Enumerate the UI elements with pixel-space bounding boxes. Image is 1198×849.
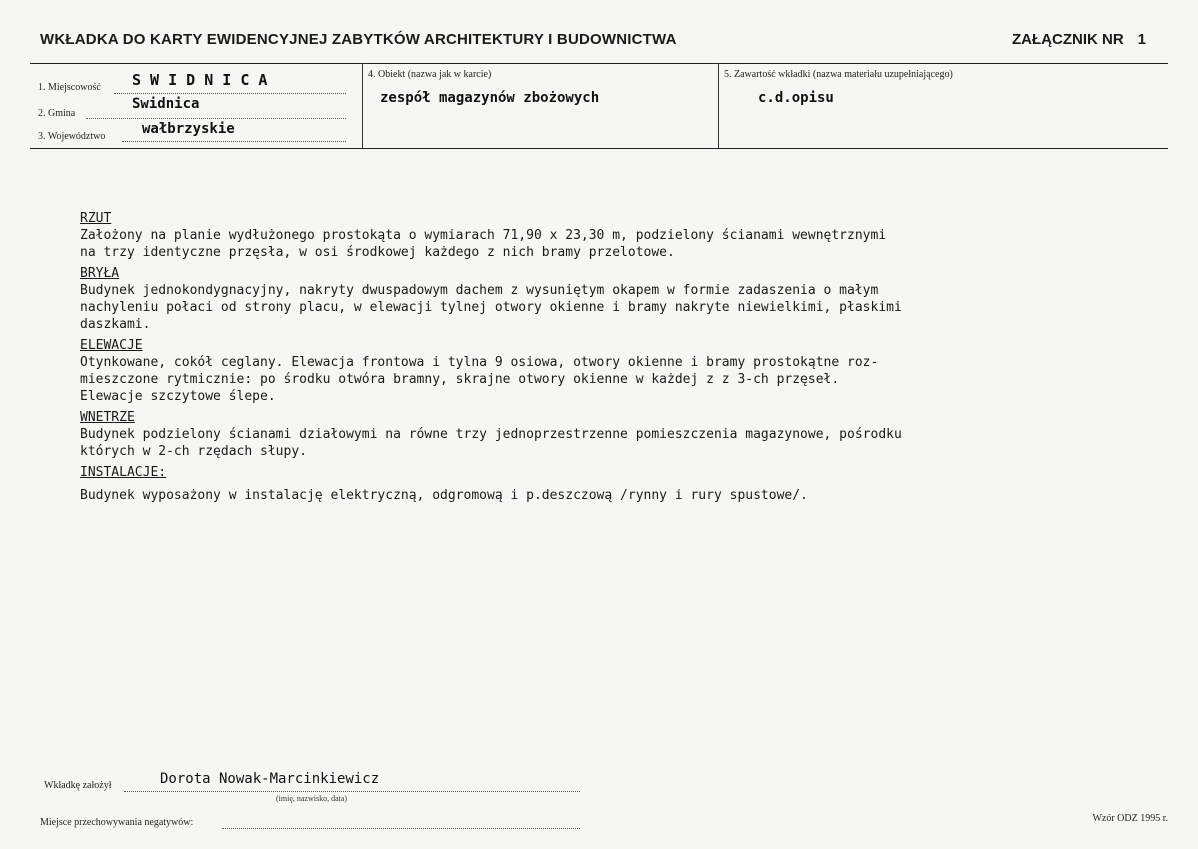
gmina-label: 2. Gmina [38,108,76,119]
dotted-line [86,118,346,119]
dotted-line [122,141,346,142]
section-heading-instalacje: INSTALACJE: [80,465,167,480]
zawartosc-label: 5. Zawartość wkładki (nazwa materiału uzupełniającego) [724,69,953,80]
negatives-label: Miejsce przechowywania negatywów: [40,817,194,828]
wojewodztwo-label: 3. Województwo [38,131,106,142]
section-heading-bryla: BRYŁA [80,266,120,281]
section-heading-elewacje: ELEWACJE [80,338,143,353]
author-label: Wkładkę założył [44,780,112,791]
miejscowosc-label: 1. Miejscowość [38,82,101,93]
section-heading-wnetrze: WNETRZE [80,410,135,425]
section-text-wnetrze: Budynek podzielony ścianami działowymi na równe trzy jednoprzestrzenne pomieszczenia magazynowe, pośrodku których w 2-ch rzędach słupy. [80,427,902,459]
dotted-line [222,828,580,829]
obiekt-value: zespół magazynów zbożowych [380,90,600,106]
author-hint: (imię, nazwisko, data) [276,794,348,803]
attachment-value: 1 [1137,31,1146,48]
dotted-line [124,791,580,792]
wojewodztwo-value: wałbrzyskie [142,121,235,137]
section-text-bryla: Budynek jednokondygnacyjny, nakryty dwuspadowym dachem z wysuniętym okapem w formie zadaszenia o małym nachyleniu połaci od strony placu, w elewacji tylnej otwory okienne i bramy nakryte niewielkimi, płaskimi daszkami. [80,283,902,332]
author-value: Dorota Nowak-Marcinkiewicz [160,771,380,787]
attachment-label: ZAŁĄCZNIK NR [1012,31,1124,48]
description-body [80,210,1170,508]
column-divider [718,63,719,148]
section-text-instalacje: Budynek wyposażony w instalację elektryczną, odgromową i p.deszczową /rynny i rury spustowe/. [80,488,808,503]
zawartosc-value: c.d.opisu [758,90,834,106]
gmina-value: Swidnica [132,96,200,112]
column-divider [362,63,363,148]
section-text-elewacje: Otynkowane, cokół ceglany. Elewacja frontowa i tylna 9 osiowa, otwory okienne i bramy prostokątne roz- mieszczone rytmicznie: po środku otwóra bramny, skrajne otwory okienne w każdej z z 3-ch przęseł. Elewacje szczytowe ślepe. [80,355,879,404]
section-text-rzut: Założony na planie wydłużonego prostokąta o wymiarach 71,90 x 23,30 m, podzielony ścianami wewnętrznymi na trzy identyczne przęsła, w osi środkowej każdego z nich bramy przelotowe. [80,228,887,260]
section-heading-rzut: RZUT [80,211,112,226]
dotted-line [114,93,346,94]
obiekt-label: 4. Obiekt (nazwa jak w karcie) [368,69,492,80]
miejscowosc-value: S W I D N I C A [132,71,268,89]
form-version: Wzór ODZ 1995 r. [1092,813,1168,824]
form-title: WKŁADKA DO KARTY EWIDENCYJNEJ ZABYTKÓW ARCHITEKTURY I BUDOWNICTWA [40,31,677,48]
attachment-number [1012,31,1146,48]
